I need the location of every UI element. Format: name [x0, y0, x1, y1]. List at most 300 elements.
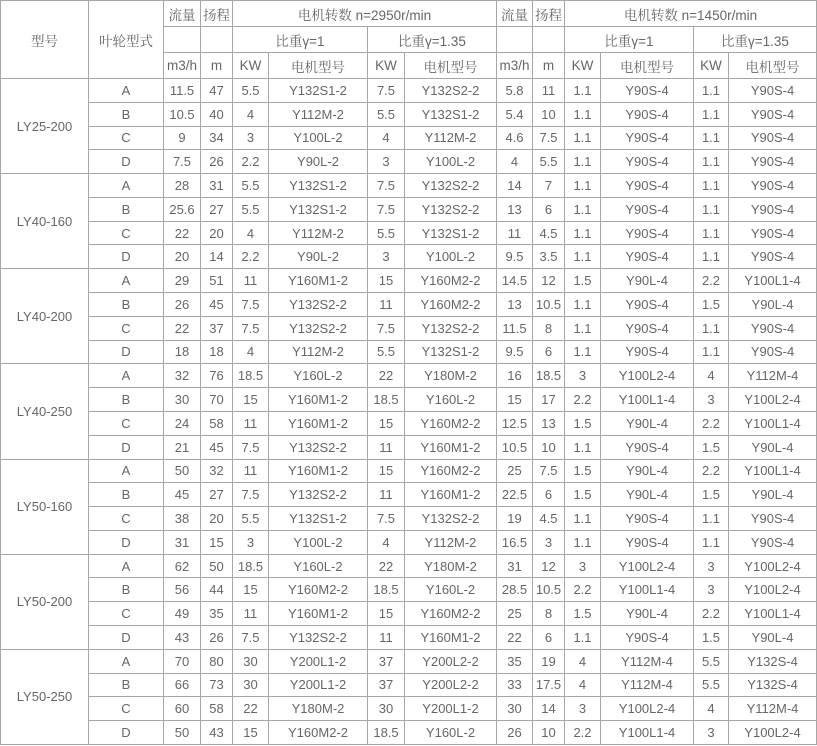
- motor-g1-2950-cell: Y112M-2: [269, 340, 368, 364]
- head-1450-cell: 12: [533, 554, 565, 578]
- impeller-type-cell: B: [89, 673, 164, 697]
- kw-g135-1450-cell: 1.1: [694, 507, 729, 531]
- kw-g1-2950-cell: 22: [233, 697, 269, 721]
- kw-g135-2950-cell: 4: [368, 530, 405, 554]
- motor-g135-2950-cell: Y132S2-2: [405, 174, 497, 198]
- motor-g1-2950-cell: Y90L-2: [269, 150, 368, 174]
- flow-1450-cell: 9.5: [497, 245, 533, 269]
- kw-g135-2950-cell: 3: [368, 150, 405, 174]
- head-1450-cell: 10: [533, 721, 565, 745]
- motor-g135-1450-cell: Y90S-4: [729, 221, 817, 245]
- header-kw-g1-2950: KW: [233, 53, 269, 79]
- header-spacer: [497, 27, 533, 53]
- table-row: [1, 79, 817, 103]
- kw-g135-2950-cell: 15: [368, 269, 405, 293]
- kw-g1-1450-cell: 1.1: [565, 625, 601, 649]
- motor-g1-2950-cell: Y90L-2: [269, 245, 368, 269]
- motor-g1-2950-cell: Y160L-2: [269, 364, 368, 388]
- table-row: [1, 530, 817, 554]
- flow-1450-cell: 4: [497, 150, 533, 174]
- header-spacer: [164, 27, 201, 53]
- motor-g1-2950-cell: Y180M-2: [269, 697, 368, 721]
- flow-2950-cell: 26: [164, 293, 201, 317]
- motor-g135-2950-cell: Y160L-2: [405, 721, 497, 745]
- head-2950-cell: 20: [201, 221, 233, 245]
- head-1450-cell: 17: [533, 388, 565, 412]
- kw-g135-1450-cell: 2.2: [694, 459, 729, 483]
- motor-g1-2950-cell: Y160L-2: [269, 554, 368, 578]
- head-2950-cell: 40: [201, 102, 233, 126]
- motor-g135-2950-cell: Y160M2-2: [405, 602, 497, 626]
- motor-g1-2950-cell: Y160M1-2: [269, 388, 368, 412]
- motor-g1-1450-cell: Y100L1-4: [601, 388, 694, 412]
- model-cell: LY50-200: [1, 554, 89, 649]
- head-1450-cell: 10: [533, 435, 565, 459]
- flow-1450-cell: 9.5: [497, 340, 533, 364]
- motor-g135-2950-cell: Y200L2-2: [405, 673, 497, 697]
- head-1450-cell: 13: [533, 411, 565, 435]
- motor-g135-1450-cell: Y90L-4: [729, 435, 817, 459]
- motor-g135-2950-cell: Y132S1-2: [405, 221, 497, 245]
- kw-g135-1450-cell: 1.1: [694, 126, 729, 150]
- motor-g135-1450-cell: Y100L2-4: [729, 578, 817, 602]
- flow-2950-cell: 9: [164, 126, 201, 150]
- flow-1450-cell: 16: [497, 364, 533, 388]
- motor-g1-2950-cell: Y160M2-2: [269, 578, 368, 602]
- model-cell: LY40-160: [1, 174, 89, 269]
- impeller-type-cell: D: [89, 625, 164, 649]
- kw-g135-2950-cell: 18.5: [368, 721, 405, 745]
- impeller-type-cell: C: [89, 697, 164, 721]
- impeller-type-cell: B: [89, 197, 164, 221]
- impeller-type-cell: C: [89, 411, 164, 435]
- kw-g1-2950-cell: 2.2: [233, 150, 269, 174]
- kw-g1-2950-cell: 4: [233, 102, 269, 126]
- flow-2950-cell: 62: [164, 554, 201, 578]
- table-row: [1, 269, 817, 293]
- motor-g135-2950-cell: Y132S2-2: [405, 316, 497, 340]
- motor-g1-1450-cell: Y90L-4: [601, 269, 694, 293]
- flow-1450-cell: 15: [497, 388, 533, 412]
- head-2950-cell: 58: [201, 411, 233, 435]
- kw-g1-1450-cell: 1.5: [565, 411, 601, 435]
- flow-2950-cell: 11.5: [164, 79, 201, 103]
- kw-g1-1450-cell: 1.1: [565, 150, 601, 174]
- head-2950-cell: 73: [201, 673, 233, 697]
- flow-2950-cell: 22: [164, 221, 201, 245]
- flow-1450-cell: 16.5: [497, 530, 533, 554]
- motor-g135-2950-cell: Y112M-2: [405, 126, 497, 150]
- head-2950-cell: 43: [201, 721, 233, 745]
- motor-g1-1450-cell: Y90S-4: [601, 221, 694, 245]
- head-2950-cell: 35: [201, 602, 233, 626]
- motor-g135-1450-cell: Y100L2-4: [729, 721, 817, 745]
- motor-g135-2950-cell: Y160M1-2: [405, 625, 497, 649]
- head-2950-cell: 51: [201, 269, 233, 293]
- header-gravity-1-2950: 比重γ=1: [233, 27, 368, 53]
- table-row: [1, 388, 817, 412]
- motor-g135-1450-cell: Y90S-4: [729, 79, 817, 103]
- kw-g135-1450-cell: 5.5: [694, 673, 729, 697]
- kw-g135-1450-cell: 3: [694, 388, 729, 412]
- head-1450-cell: 7.5: [533, 459, 565, 483]
- impeller-type-cell: B: [89, 483, 164, 507]
- table-row: [1, 554, 817, 578]
- flow-2950-cell: 10.5: [164, 102, 201, 126]
- motor-g135-1450-cell: Y100L1-4: [729, 459, 817, 483]
- flow-1450-cell: 12.5: [497, 411, 533, 435]
- motor-g1-1450-cell: Y90L-4: [601, 411, 694, 435]
- kw-g1-2950-cell: 15: [233, 388, 269, 412]
- kw-g1-2950-cell: 5.5: [233, 174, 269, 198]
- table-row: [1, 483, 817, 507]
- motor-g1-1450-cell: Y90S-4: [601, 435, 694, 459]
- kw-g135-1450-cell: 1.5: [694, 293, 729, 317]
- kw-g1-2950-cell: 4: [233, 221, 269, 245]
- motor-g135-1450-cell: Y100L1-4: [729, 269, 817, 293]
- motor-g135-2950-cell: Y200L2-2: [405, 649, 497, 673]
- header-kw-g1-1450: KW: [565, 53, 601, 79]
- head-2950-cell: 58: [201, 697, 233, 721]
- motor-g135-2950-cell: Y132S2-2: [405, 79, 497, 103]
- kw-g135-2950-cell: 4: [368, 126, 405, 150]
- impeller-type-cell: D: [89, 721, 164, 745]
- kw-g135-2950-cell: 7.5: [368, 316, 405, 340]
- kw-g1-2950-cell: 15: [233, 578, 269, 602]
- motor-g135-1450-cell: Y90S-4: [729, 507, 817, 531]
- kw-g1-2950-cell: 11: [233, 459, 269, 483]
- header-kw-g135-1450: KW: [694, 53, 729, 79]
- motor-g135-2950-cell: Y160M2-2: [405, 269, 497, 293]
- kw-g135-2950-cell: 11: [368, 435, 405, 459]
- kw-g135-2950-cell: 7.5: [368, 79, 405, 103]
- motor-g135-1450-cell: Y90S-4: [729, 340, 817, 364]
- head-2950-cell: 76: [201, 364, 233, 388]
- motor-g1-2950-cell: Y132S1-2: [269, 174, 368, 198]
- motor-g1-2950-cell: Y132S2-2: [269, 293, 368, 317]
- flow-1450-cell: 5.8: [497, 79, 533, 103]
- head-2950-cell: 14: [201, 245, 233, 269]
- kw-g135-1450-cell: 4: [694, 697, 729, 721]
- table-header: [1, 1, 817, 79]
- kw-g1-1450-cell: 1.5: [565, 602, 601, 626]
- flow-2950-cell: 49: [164, 602, 201, 626]
- header-motor-speed-1450: 电机转数 n=1450r/min: [565, 1, 817, 27]
- header-gravity-1-1450: 比重γ=1: [565, 27, 694, 53]
- motor-g1-2950-cell: Y100L-2: [269, 530, 368, 554]
- head-2950-cell: 26: [201, 625, 233, 649]
- motor-g1-1450-cell: Y100L2-4: [601, 697, 694, 721]
- motor-g1-2950-cell: Y100L-2: [269, 126, 368, 150]
- motor-g135-2950-cell: Y112M-2: [405, 530, 497, 554]
- table-row: [1, 578, 817, 602]
- impeller-type-cell: A: [89, 79, 164, 103]
- head-2950-cell: 44: [201, 578, 233, 602]
- flow-1450-cell: 5.4: [497, 102, 533, 126]
- motor-g135-2950-cell: Y160L-2: [405, 388, 497, 412]
- impeller-type-cell: B: [89, 293, 164, 317]
- head-2950-cell: 45: [201, 435, 233, 459]
- kw-g135-2950-cell: 5.5: [368, 340, 405, 364]
- flow-1450-cell: 14.5: [497, 269, 533, 293]
- head-1450-cell: 8: [533, 316, 565, 340]
- header-head-1450: 扬程: [533, 1, 565, 27]
- motor-g1-1450-cell: Y100L1-4: [601, 578, 694, 602]
- kw-g135-1450-cell: 2.2: [694, 602, 729, 626]
- header-kw-g135-2950: KW: [368, 53, 405, 79]
- flow-1450-cell: 13: [497, 197, 533, 221]
- head-2950-cell: 15: [201, 530, 233, 554]
- kw-g1-2950-cell: 4: [233, 340, 269, 364]
- kw-g1-1450-cell: 1.1: [565, 340, 601, 364]
- motor-g135-1450-cell: Y132S-4: [729, 649, 817, 673]
- head-1450-cell: 14: [533, 697, 565, 721]
- flow-2950-cell: 70: [164, 649, 201, 673]
- motor-g135-1450-cell: Y100L2-4: [729, 388, 817, 412]
- kw-g135-1450-cell: 4: [694, 364, 729, 388]
- header-model: 型号: [1, 1, 89, 79]
- table-row: [1, 150, 817, 174]
- kw-g1-2950-cell: 11: [233, 602, 269, 626]
- kw-g1-1450-cell: 1.5: [565, 459, 601, 483]
- impeller-type-cell: A: [89, 554, 164, 578]
- header-motor-speed-2950: 电机转数 n=2950r/min: [233, 1, 497, 27]
- head-2950-cell: 31: [201, 174, 233, 198]
- motor-g135-2950-cell: Y132S1-2: [405, 102, 497, 126]
- table-row: [1, 435, 817, 459]
- table-row: [1, 174, 817, 198]
- motor-g1-1450-cell: Y90S-4: [601, 79, 694, 103]
- head-2950-cell: 27: [201, 483, 233, 507]
- motor-g135-2950-cell: Y132S2-2: [405, 507, 497, 531]
- kw-g135-2950-cell: 37: [368, 649, 405, 673]
- head-1450-cell: 6: [533, 340, 565, 364]
- motor-g1-1450-cell: Y90S-4: [601, 507, 694, 531]
- flow-1450-cell: 26: [497, 721, 533, 745]
- head-1450-cell: 10.5: [533, 578, 565, 602]
- table-row: [1, 293, 817, 317]
- motor-g1-1450-cell: Y112M-4: [601, 673, 694, 697]
- flow-1450-cell: 11.5: [497, 316, 533, 340]
- motor-g135-2950-cell: Y160M2-2: [405, 459, 497, 483]
- motor-g1-2950-cell: Y132S1-2: [269, 79, 368, 103]
- model-cell: LY50-250: [1, 649, 89, 744]
- kw-g1-1450-cell: 1.1: [565, 507, 601, 531]
- header-motor-model-g1-2950: 电机型号: [269, 53, 368, 79]
- head-1450-cell: 17.5: [533, 673, 565, 697]
- header-flow-2950: 流量: [164, 1, 201, 27]
- header-motor-model-g135-2950: 电机型号: [405, 53, 497, 79]
- kw-g1-1450-cell: 2.2: [565, 721, 601, 745]
- model-cell: LY25-200: [1, 79, 89, 174]
- table-row: [1, 411, 817, 435]
- motor-g135-1450-cell: Y90L-4: [729, 483, 817, 507]
- kw-g1-1450-cell: 1.1: [565, 530, 601, 554]
- motor-g1-2950-cell: Y160M2-2: [269, 721, 368, 745]
- motor-g1-1450-cell: Y90S-4: [601, 316, 694, 340]
- kw-g1-2950-cell: 11: [233, 411, 269, 435]
- kw-g135-2950-cell: 18.5: [368, 388, 405, 412]
- impeller-type-cell: A: [89, 269, 164, 293]
- kw-g135-2950-cell: 15: [368, 411, 405, 435]
- flow-2950-cell: 7.5: [164, 150, 201, 174]
- kw-g135-2950-cell: 11: [368, 293, 405, 317]
- motor-g135-2950-cell: Y160M1-2: [405, 483, 497, 507]
- kw-g135-1450-cell: 1.5: [694, 625, 729, 649]
- head-1450-cell: 12: [533, 269, 565, 293]
- motor-g1-2950-cell: Y200L1-2: [269, 649, 368, 673]
- head-2950-cell: 26: [201, 150, 233, 174]
- flow-2950-cell: 43: [164, 625, 201, 649]
- motor-g135-2950-cell: Y160L-2: [405, 578, 497, 602]
- motor-g1-1450-cell: Y90S-4: [601, 102, 694, 126]
- flow-1450-cell: 4.6: [497, 126, 533, 150]
- flow-1450-cell: 25: [497, 602, 533, 626]
- table-row: [1, 459, 817, 483]
- head-2950-cell: 70: [201, 388, 233, 412]
- motor-g1-2950-cell: Y112M-2: [269, 102, 368, 126]
- kw-g135-2950-cell: 15: [368, 459, 405, 483]
- impeller-type-cell: A: [89, 364, 164, 388]
- table-row: [1, 316, 817, 340]
- kw-g135-1450-cell: 2.2: [694, 411, 729, 435]
- motor-g135-2950-cell: Y200L1-2: [405, 697, 497, 721]
- header-spacer: [533, 27, 565, 53]
- motor-g135-1450-cell: Y90S-4: [729, 102, 817, 126]
- kw-g1-1450-cell: 1.1: [565, 245, 601, 269]
- kw-g1-2950-cell: 30: [233, 673, 269, 697]
- motor-g135-1450-cell: Y90S-4: [729, 150, 817, 174]
- motor-g1-2950-cell: Y200L1-2: [269, 673, 368, 697]
- flow-2950-cell: 31: [164, 530, 201, 554]
- flow-1450-cell: 31: [497, 554, 533, 578]
- motor-g135-2950-cell: Y160M1-2: [405, 435, 497, 459]
- motor-g1-1450-cell: Y100L1-4: [601, 721, 694, 745]
- motor-g1-2950-cell: Y160M1-2: [269, 602, 368, 626]
- motor-g1-1450-cell: Y90S-4: [601, 625, 694, 649]
- table-row: [1, 221, 817, 245]
- head-2950-cell: 50: [201, 554, 233, 578]
- kw-g135-2950-cell: 7.5: [368, 174, 405, 198]
- kw-g135-1450-cell: 1.1: [694, 150, 729, 174]
- table-row: [1, 102, 817, 126]
- header-flow-1450: 流量: [497, 1, 533, 27]
- motor-g1-1450-cell: Y90S-4: [601, 530, 694, 554]
- kw-g1-2950-cell: 2.2: [233, 245, 269, 269]
- motor-g1-2950-cell: Y132S1-2: [269, 197, 368, 221]
- head-1450-cell: 7.5: [533, 126, 565, 150]
- head-1450-cell: 6: [533, 483, 565, 507]
- flow-2950-cell: 45: [164, 483, 201, 507]
- head-1450-cell: 10: [533, 102, 565, 126]
- motor-g135-1450-cell: Y90S-4: [729, 174, 817, 198]
- flow-1450-cell: 25: [497, 459, 533, 483]
- impeller-type-cell: A: [89, 459, 164, 483]
- motor-g135-1450-cell: Y132S-4: [729, 673, 817, 697]
- flow-1450-cell: 10.5: [497, 435, 533, 459]
- flow-2950-cell: 21: [164, 435, 201, 459]
- head-1450-cell: 6: [533, 197, 565, 221]
- header-flow-unit-1450: m3/h: [497, 53, 533, 79]
- motor-g1-2950-cell: Y160M1-2: [269, 459, 368, 483]
- kw-g1-1450-cell: 1.1: [565, 102, 601, 126]
- motor-g135-1450-cell: Y100L1-4: [729, 411, 817, 435]
- flow-1450-cell: 30: [497, 697, 533, 721]
- impeller-type-cell: B: [89, 578, 164, 602]
- table-row: [1, 721, 817, 745]
- motor-g135-2950-cell: Y100L-2: [405, 245, 497, 269]
- flow-2950-cell: 29: [164, 269, 201, 293]
- head-1450-cell: 10.5: [533, 293, 565, 317]
- kw-g1-1450-cell: 2.2: [565, 578, 601, 602]
- motor-g1-2950-cell: Y132S2-2: [269, 625, 368, 649]
- table-row: [1, 197, 817, 221]
- kw-g135-2950-cell: 37: [368, 673, 405, 697]
- motor-g135-2950-cell: Y180M-2: [405, 364, 497, 388]
- motor-g135-2950-cell: Y180M-2: [405, 554, 497, 578]
- flow-2950-cell: 60: [164, 697, 201, 721]
- kw-g1-1450-cell: 3: [565, 554, 601, 578]
- impeller-type-cell: D: [89, 150, 164, 174]
- head-1450-cell: 3.5: [533, 245, 565, 269]
- motor-g135-2950-cell: Y160M2-2: [405, 411, 497, 435]
- head-2950-cell: 27: [201, 197, 233, 221]
- kw-g1-1450-cell: 4: [565, 673, 601, 697]
- motor-g135-2950-cell: Y132S2-2: [405, 197, 497, 221]
- header-spacer: [201, 27, 233, 53]
- kw-g135-2950-cell: 7.5: [368, 197, 405, 221]
- kw-g1-2950-cell: 7.5: [233, 316, 269, 340]
- kw-g1-1450-cell: 1.1: [565, 79, 601, 103]
- head-2950-cell: 45: [201, 293, 233, 317]
- kw-g1-2950-cell: 30: [233, 649, 269, 673]
- motor-g135-1450-cell: Y90S-4: [729, 245, 817, 269]
- head-2950-cell: 32: [201, 459, 233, 483]
- head-1450-cell: 7: [533, 174, 565, 198]
- kw-g1-1450-cell: 1.1: [565, 221, 601, 245]
- impeller-type-cell: D: [89, 530, 164, 554]
- head-2950-cell: 18: [201, 340, 233, 364]
- impeller-type-cell: C: [89, 316, 164, 340]
- kw-g135-1450-cell: 1.5: [694, 483, 729, 507]
- kw-g135-2950-cell: 7.5: [368, 507, 405, 531]
- motor-g135-1450-cell: Y90L-4: [729, 625, 817, 649]
- impeller-type-cell: D: [89, 435, 164, 459]
- kw-g1-1450-cell: 1.1: [565, 126, 601, 150]
- kw-g135-1450-cell: 1.1: [694, 174, 729, 198]
- motor-g1-1450-cell: Y90S-4: [601, 126, 694, 150]
- head-2950-cell: 37: [201, 316, 233, 340]
- motor-g1-2950-cell: Y132S2-2: [269, 316, 368, 340]
- kw-g1-1450-cell: 1.5: [565, 269, 601, 293]
- motor-g1-1450-cell: Y90L-4: [601, 483, 694, 507]
- kw-g135-1450-cell: 1.1: [694, 197, 729, 221]
- flow-2950-cell: 30: [164, 388, 201, 412]
- kw-g135-2950-cell: 22: [368, 554, 405, 578]
- motor-g135-1450-cell: Y112M-4: [729, 364, 817, 388]
- header-motor-model-g135-1450: 电机型号: [729, 53, 817, 79]
- kw-g1-2950-cell: 7.5: [233, 293, 269, 317]
- flow-2950-cell: 38: [164, 507, 201, 531]
- kw-g135-2950-cell: 18.5: [368, 578, 405, 602]
- header-head-unit-1450: m: [533, 53, 565, 79]
- kw-g1-1450-cell: 1.1: [565, 197, 601, 221]
- impeller-type-cell: C: [89, 221, 164, 245]
- table-row: [1, 673, 817, 697]
- header-motor-model-g1-1450: 电机型号: [601, 53, 694, 79]
- header-head-unit-2950: m: [201, 53, 233, 79]
- table-row: [1, 697, 817, 721]
